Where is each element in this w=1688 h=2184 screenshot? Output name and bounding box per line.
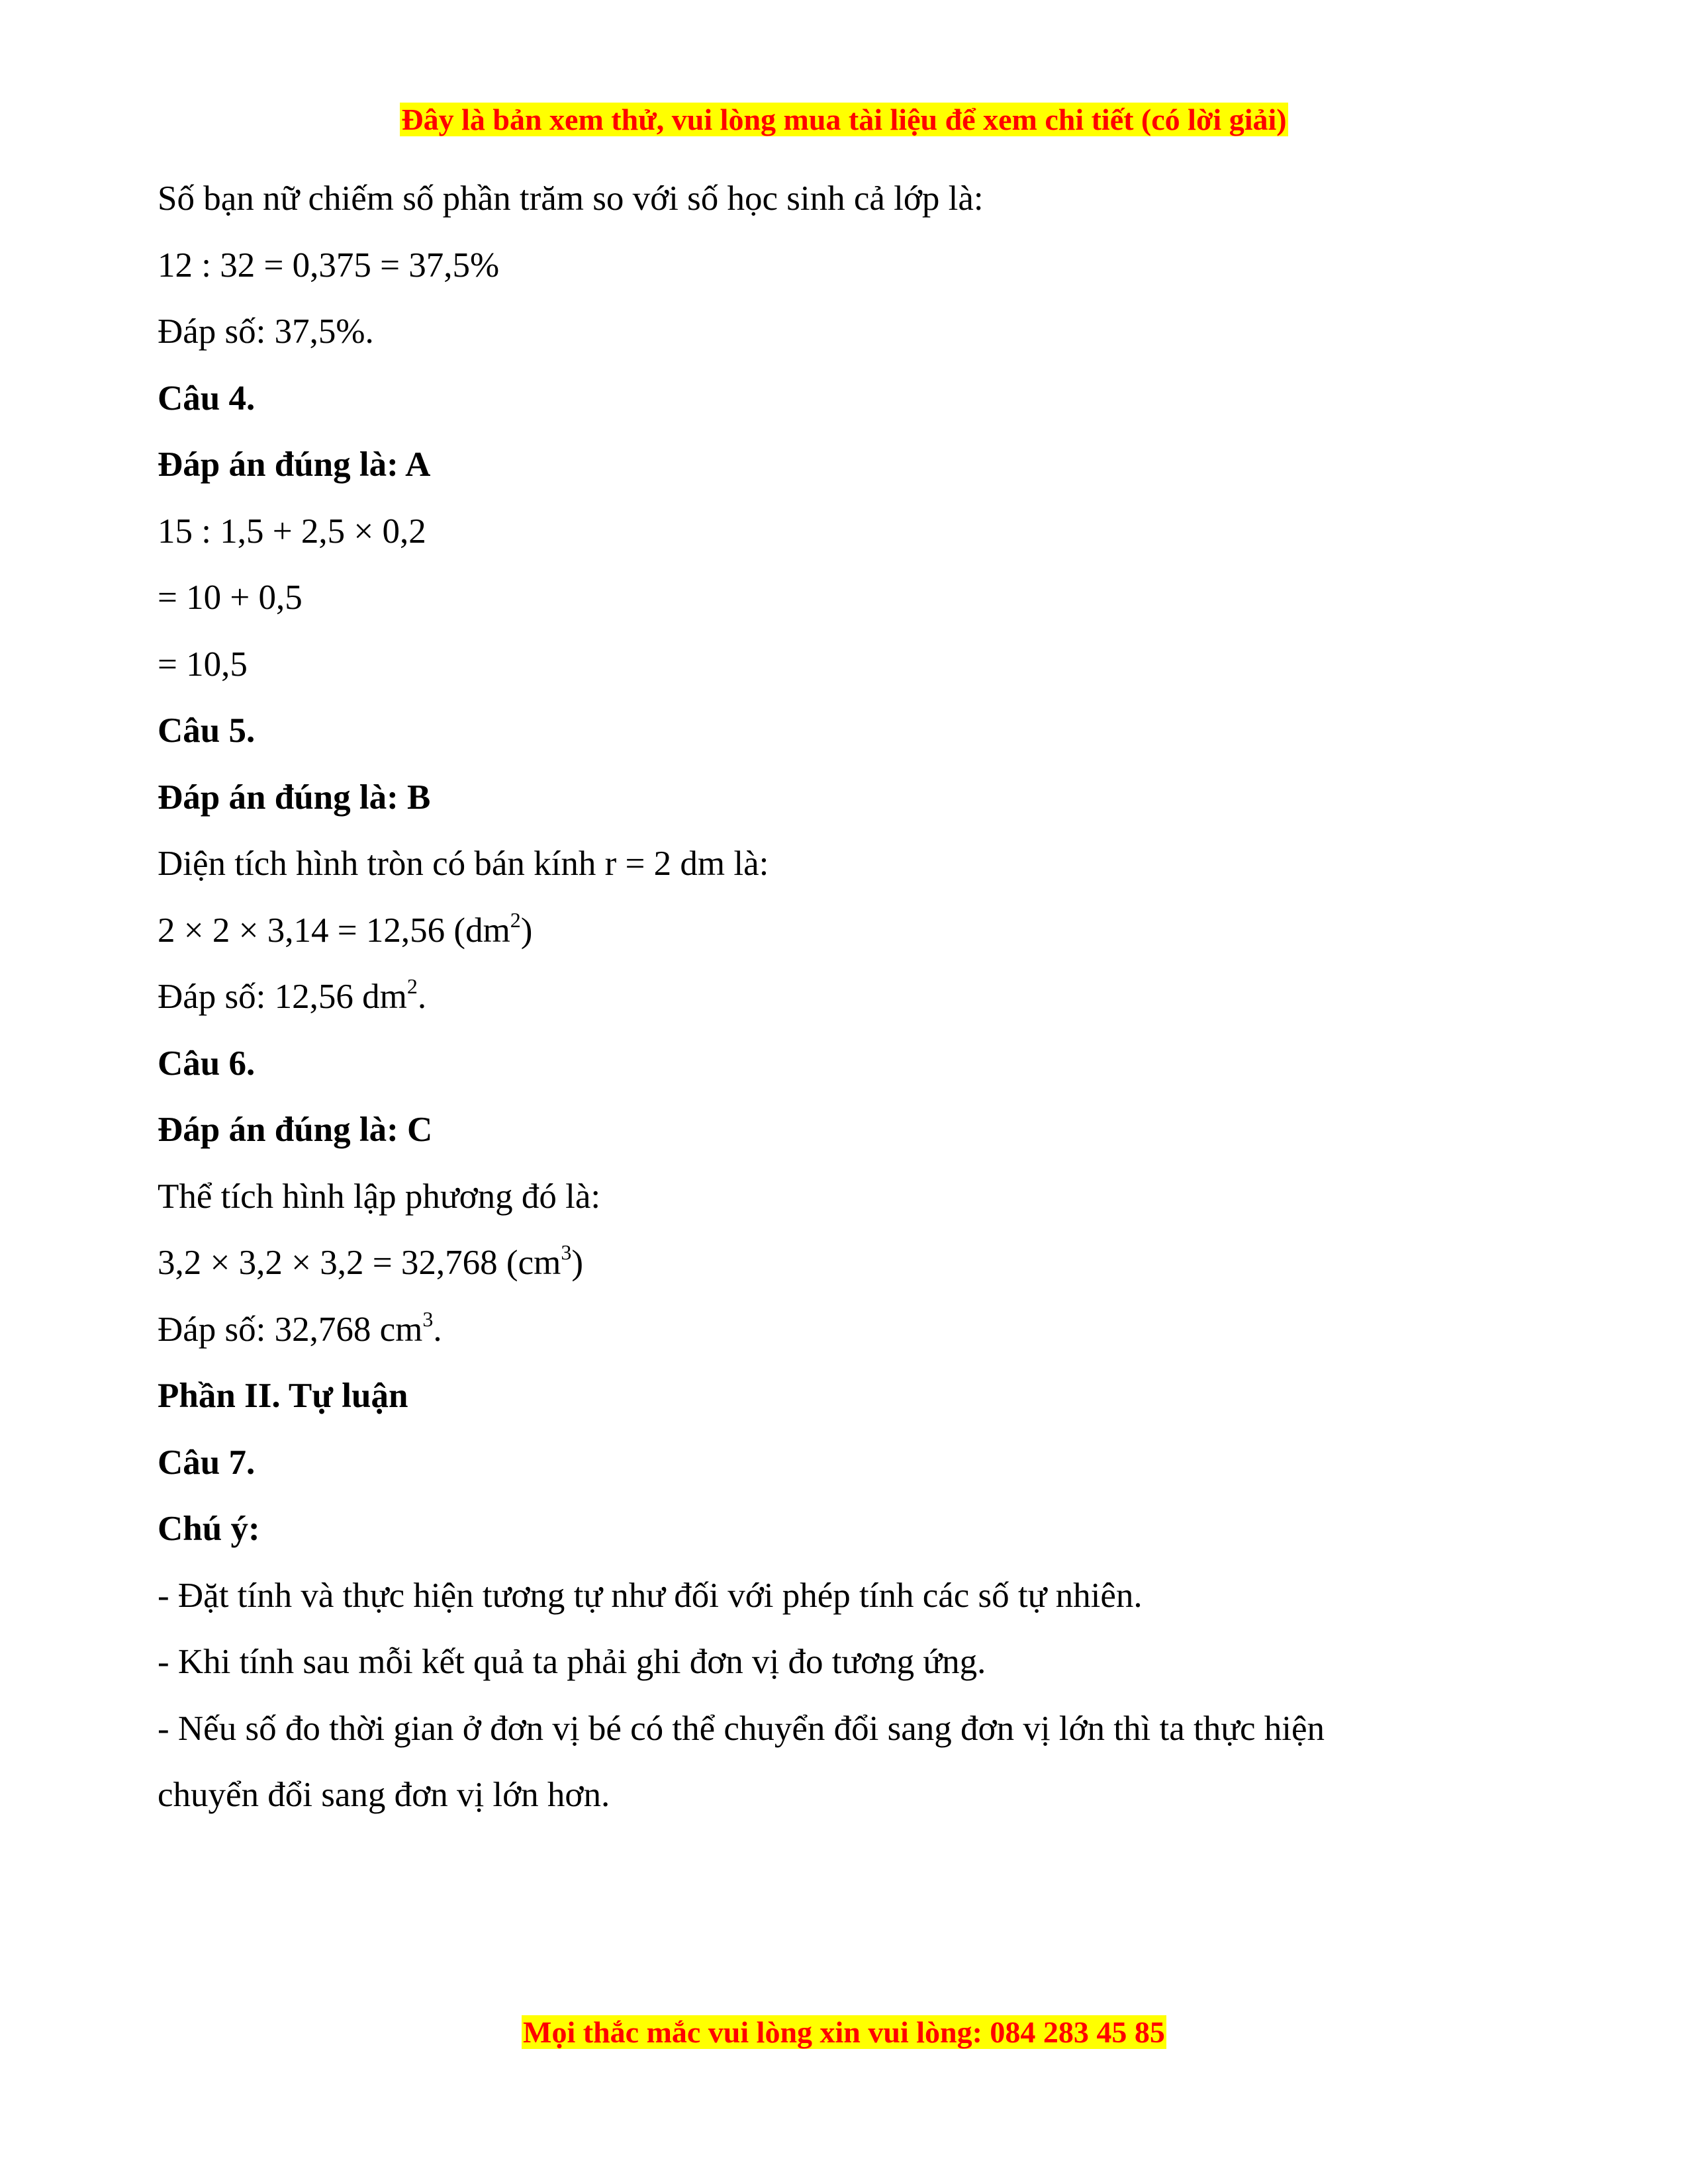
q3-answer: Đáp số: 37,5%. (158, 312, 374, 351)
q5-answer-exponent: 2 (406, 974, 418, 998)
q4-correct-answer: Đáp án đúng là: A (158, 445, 431, 484)
q4-heading: Câu 4. (158, 379, 256, 418)
q5-answer-text: Đáp số: 12,56 dm (158, 978, 407, 1016)
q3-calculation: 12 : 32 = 0,375 = 37,5% (158, 246, 500, 285)
q7-note-label: Chú ý: (158, 1510, 260, 1548)
q6-calc-exponent: 3 (561, 1240, 572, 1264)
q6-answer-text: Đáp số: 32,768 cm (158, 1310, 423, 1349)
q5-calc-close: ) (520, 911, 533, 950)
part-2-heading: Phần II. Tự luận (158, 1377, 408, 1415)
q6-calculation (158, 1230, 1534, 1297)
preview-notice-banner (0, 99, 1688, 140)
q4-step-3: = 10,5 (158, 645, 248, 684)
q5-statement: Diện tích hình tròn có bán kính r = 2 dm là: (158, 844, 769, 883)
q4-step-2: = 10 + 0,5 (158, 578, 303, 617)
q4-step-1: 15 : 1,5 + 2,5 × 0,2 (158, 512, 426, 551)
q5-heading: Câu 5. (158, 711, 256, 750)
q6-calc-text: 3,2 × 3,2 × 3,2 = 32,768 (cm (158, 1244, 561, 1282)
q7-note-2: - Khi tính sau mỗi kết quả ta phải ghi đơn vị đo tương ứng. (158, 1643, 986, 1681)
contact-banner (0, 2012, 1688, 2053)
q5-calc-exponent: 2 (510, 907, 521, 932)
q7-note-3-continued: chuyển đổi sang đơn vị lớn hơn. (158, 1776, 610, 1814)
preview-notice-text: Đây là bản xem thử, vui lòng mua tài liệu để xem chi tiết (có lời giải) (401, 103, 1287, 136)
q5-calc-text: 2 × 2 × 3,14 = 12,56 (dm (158, 911, 510, 950)
q7-note-1: - Đặt tính và thực hiện tương tự như đối với phép tính các số tự nhiên. (158, 1576, 1143, 1615)
q6-answer (158, 1297, 1534, 1363)
q6-statement: Thể tích hình lập phương đó là: (158, 1177, 601, 1216)
q7-heading: Câu 7. (158, 1443, 256, 1482)
q5-correct-answer: Đáp án đúng là: B (158, 778, 431, 817)
q3-statement: Số bạn nữ chiếm số phần trăm so với số học sinh cả lớp là: (158, 179, 984, 218)
q7-note-3: - Nếu số đo thời gian ở đơn vị bé có thể chuyển đổi sang đơn vị lớn thì ta thực hiện (158, 1709, 1325, 1748)
contact-text: Mọi thắc mắc vui lòng xin vui lòng: 084 283 45 85 (523, 2015, 1165, 2049)
q6-calc-close: ) (571, 1244, 583, 1282)
q5-answer-end: . (417, 978, 427, 1016)
q6-correct-answer: Đáp án đúng là: C (158, 1111, 433, 1149)
q6-answer-exponent: 3 (422, 1306, 434, 1331)
q5-answer (158, 964, 1534, 1030)
document-body (158, 165, 1534, 1829)
q6-answer-end: . (433, 1310, 442, 1349)
q6-heading: Câu 6. (158, 1044, 256, 1083)
q5-calculation (158, 897, 1534, 964)
